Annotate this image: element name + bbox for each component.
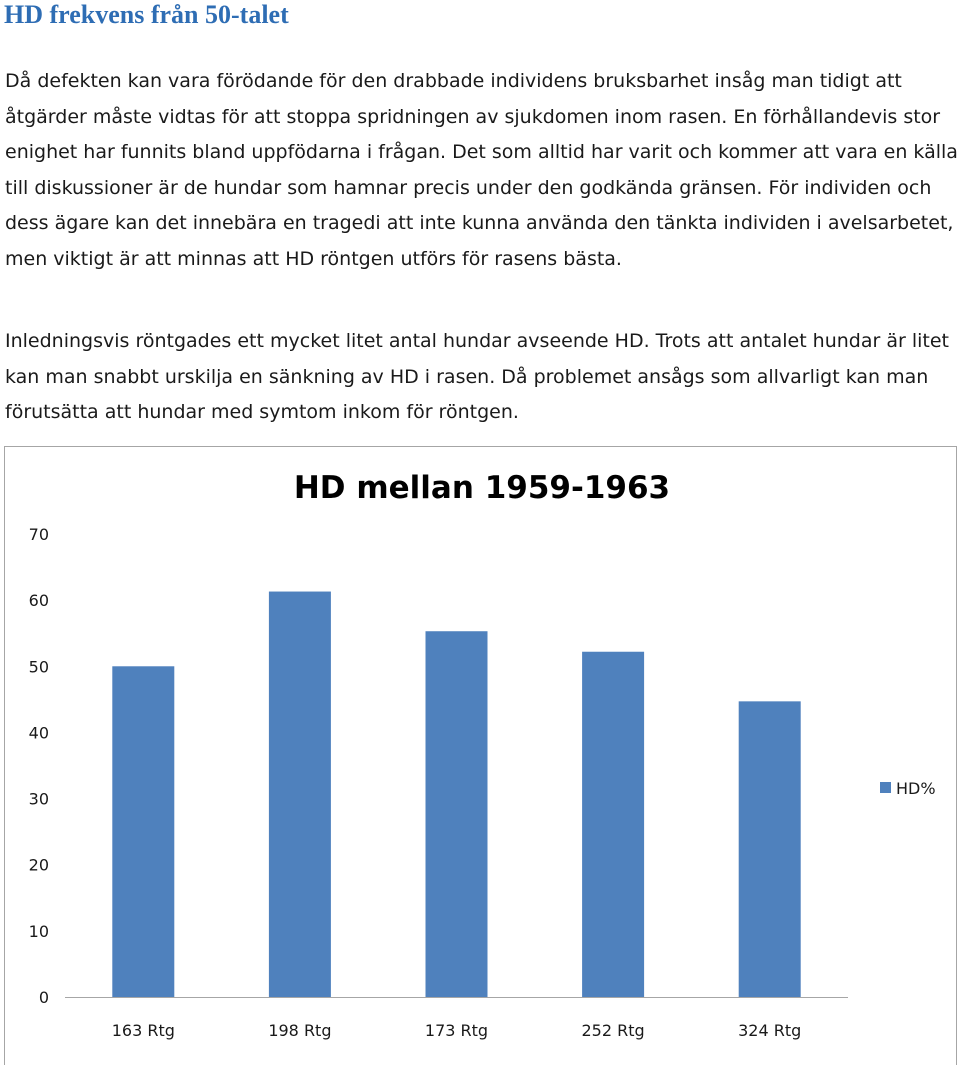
x-tick-label: 252 Rtg xyxy=(581,1021,645,1040)
bar xyxy=(739,701,801,997)
bar xyxy=(426,631,488,997)
x-tick-label: 324 Rtg xyxy=(738,1021,802,1040)
y-tick-label: 70 xyxy=(28,525,49,544)
bar xyxy=(582,652,644,997)
y-tick-label: 20 xyxy=(28,855,49,875)
y-tick-label: 10 xyxy=(28,921,49,941)
bar xyxy=(112,666,174,997)
legend-label: HD% xyxy=(896,779,936,798)
y-tick-label: 0 xyxy=(38,988,49,1007)
y-tick-label: 50 xyxy=(28,657,49,677)
body-paragraph: Inledningsvis röntgades ett mycket litet antal hundar avseende HD. Trots att antalet hundar är litet kan man snabbt urskilja en sänkning av HD i rasen. Då problemet ansågs som allvarligt kan man förutsätta att hundar med symtom inkom för röntgen. xyxy=(5,330,950,423)
y-tick-label: 60 xyxy=(28,591,49,611)
body-paragraph: Då defekten kan vara förödande för den drabbade individens bruksbarhet insåg man tidigt att åtgärder måste vidtas för att stoppa spridningen av sjukdomen inom rasen. En förhållandevis stor enighet har funnits bland uppfödarna i frågan. Det som alltid har varit och kommer att vara en källa till diskussioner är de hundar som hamnar precis under den godkända gränsen. För individen och dess ägare kan det innebära en tragedi att inte kunna använda den tänkta individen i avelsarbetet, men viktigt är att minnas att HD röntgen utförs för rasens bästa. xyxy=(5,70,958,270)
chart-title: HD mellan 1959-1963 xyxy=(293,470,671,506)
page-title: HD frekvens från 50-talet xyxy=(4,0,289,29)
y-tick-label: 30 xyxy=(28,789,49,809)
bar xyxy=(269,592,331,997)
x-tick-label: 173 Rtg xyxy=(424,1021,489,1040)
x-tick-label: 163 Rtg xyxy=(111,1021,175,1040)
x-tick-label: 198 Rtg xyxy=(268,1021,332,1040)
y-tick-label: 40 xyxy=(28,723,49,743)
legend-swatch xyxy=(880,782,891,793)
chart-container xyxy=(4,446,957,1065)
bar-chart xyxy=(5,447,958,1066)
